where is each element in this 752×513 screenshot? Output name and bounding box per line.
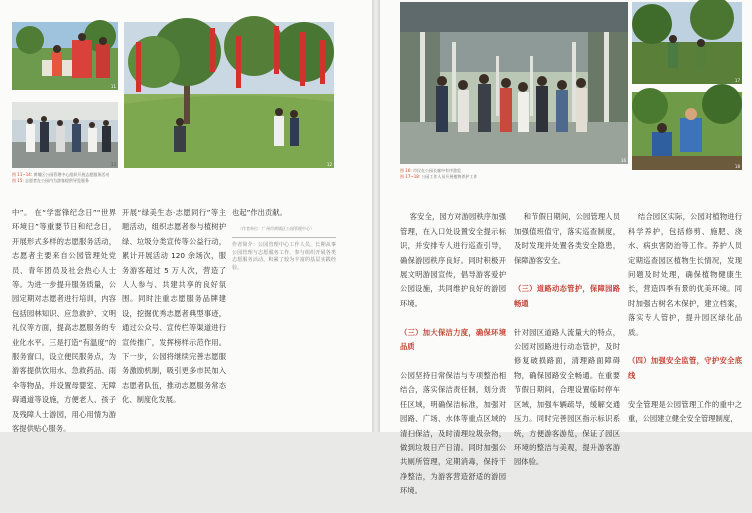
paragraph: 安全管理是公园管理工作的重中之重，公园建立健全安全管理制度，: [628, 399, 742, 424]
body-column-1: 中”。 在“学雷锋纪念日”“世界环境日”等重要节日和纪念日，开展形式多样的志愿服务活动，志愿者主要来自公园管理处党员、青年团员及社会热心人士等。为进一步提升服务质量，公园定期对志愿者进行培训，内容包括园林知识、应急救护、文明礼仪等方面，提高志愿服务的专业化水平。三是打造“有温度”的服务窗口，设立便民服务点，为游客提供饮用水、急救药品、雨伞等物品，并设置母婴室、无障碍通道等设施，方便老人、孩子及残障人士游园，用心用情为游客提供贴心服务。: [12, 208, 116, 434]
photo-number: 12: [326, 162, 332, 167]
paragraph: 针对园区道路人流量大的特点，公园对园路进行动态管护，及时修复破损路面，清理路面障碍物，确保园路安全畅通。在重要节假日期间，合理设置临时停车区域，加强车辆疏导，缓解交通压力。同时完善园区指示标识系统，方便游客游览，保证了园区环境的整洁与美观，提升游客游园体验。: [514, 327, 620, 467]
photo-number: 18: [734, 164, 740, 169]
photo-number: 17: [734, 78, 740, 83]
photo-worker-planting: [632, 92, 742, 170]
paragraph: 公园坚持日常保洁与专项整治相结合，落实保洁责任制，划分责任区域，明确保洁标准，加强对园路、广场、水体等重点区域的清扫保洁，及时清理垃圾杂物，做到垃圾日产日清。同时加强公共厕所管理，定期消毒，保持干净整洁，为游客营造舒适的游园环境。: [400, 370, 506, 496]
paragraph: 客安全，园方对游园秩序加强管理，在入口处设置安全提示标识，并安排专人进行巡查引导，确保游园秩序良好。同时积极开展文明游园宣传，倡导游客爱护公园设施，共同维护良好的游园环境。: [400, 212, 507, 308]
divider: [232, 237, 336, 238]
caption-text: 市民在公园长廊中有序游览: [413, 168, 461, 173]
caption-text: 志愿者在公园内为游客提供导览服务: [25, 178, 89, 183]
paragraph: 和节假日期间，公园管理人员加强值班值守，落实巡查制度，及时发现并处置各类安全隐患，保障游客安全。: [514, 212, 621, 265]
caption-line: [12, 178, 89, 184]
body-column-3: [628, 196, 742, 430]
photo-number: 11: [110, 84, 116, 89]
photo-gardeners: [632, 2, 742, 84]
section-heading: （四）加强安全监管，守护安全底线: [628, 356, 742, 380]
caption-text: 黄埔区公园管理中心组织开展志愿服务活动: [33, 172, 110, 177]
paragraph: 结合园区实际，公园对植物进行科学养护，包括修剪、施肥、浇水、病虫害防治等工作。养护人员定期巡查园区植物生长情况，发现问题及时处理，确保植物健康生长，营造四季有景的优美环境。同时加强古树名木保护，建立档案，落实专人管护，提升园区绿化品质。: [628, 212, 743, 337]
right-page: [380, 0, 752, 496]
caption-tag: 图 17~18:: [400, 174, 421, 179]
caption-tag: 图 11~14:: [12, 172, 33, 177]
photo-corridor-crowd: [400, 2, 628, 164]
body-column-1: [400, 196, 507, 496]
body-column-2: [514, 196, 621, 467]
caption-tag: 图 15:: [12, 178, 24, 183]
author-unit-note: （作者单位：广州市黄埔区公园管理中心）: [238, 226, 314, 231]
body-column-2: 开展“绿美生态·志愿同行”等主题活动，组织志愿者参与植树护绿、垃圾分类宣传等公益行动，累计开展活动 120 余场次，服务游客超过 5 万人次，营造了人人参与、共建共享的良好氛围。同时注重志愿服务品牌建设，挖掘优秀志愿者典型事迹，通过公众号、宣传栏等渠道进行宣传推广，发挥榜样示范作用。下一步，公园将继续完善志愿服务激励机制，吸引更多市民加入志愿者队伍，推动志愿服务常态化、制度化发展。: [122, 208, 226, 405]
photo-number: 16: [620, 158, 626, 163]
left-page: [0, 0, 372, 432]
author-bio: 作者简介：公园管理中心工作人员，长期从事公园管理与志愿服务工作，参与组织开展各类志愿服务活动，积累了较为丰富的基层实践经验。: [232, 242, 336, 271]
photo-volunteer-queue: [12, 102, 118, 168]
caption-tag: 图 16:: [400, 168, 412, 173]
body-column-3-head: 也起”作出贡献。: [232, 208, 287, 217]
photo-volunteer-booth: [12, 22, 118, 90]
section-heading: （三）加大保洁力度，确保环境品质: [400, 327, 506, 352]
photo-lantern-park: [124, 22, 334, 168]
photo-number: 13: [110, 162, 116, 167]
book-gutter: [372, 0, 380, 432]
caption-line: [400, 174, 477, 180]
section-heading: （三）道路动态管护，保障园路畅通: [514, 284, 620, 308]
caption-text: 公园工作人员开展植物养护工作: [421, 174, 478, 179]
